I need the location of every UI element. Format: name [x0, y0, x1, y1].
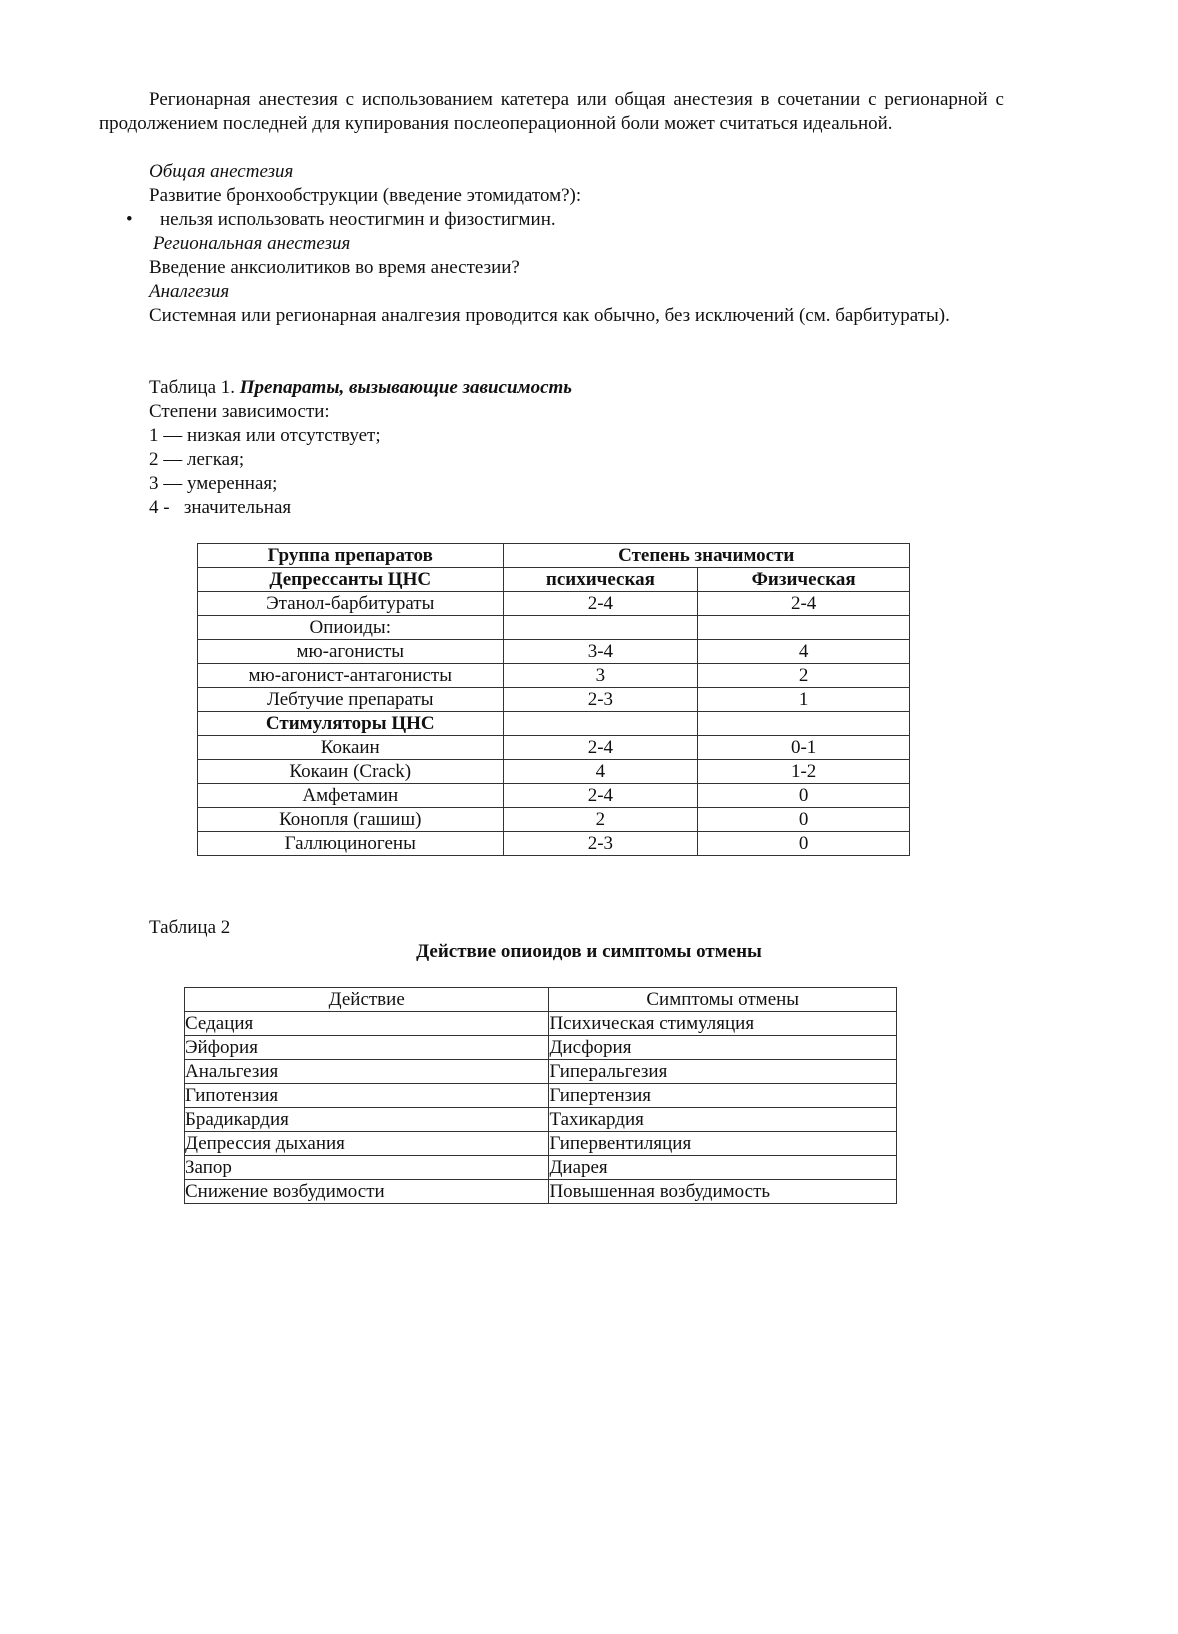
degrees-title: Степени зависимости: — [149, 401, 330, 422]
table-row — [185, 1108, 897, 1132]
bullet-dot-icon: • — [126, 209, 133, 230]
physical-cell: 1-2 — [698, 760, 910, 784]
withdrawal-cell: Психическая стимуляция — [549, 1012, 897, 1036]
table-row — [198, 760, 910, 784]
drug-name-cell: Кокаин (Crack) — [198, 760, 504, 784]
subheader-group: Депрессанты ЦНС — [198, 568, 504, 592]
subheader-psychic: психическая — [503, 568, 698, 592]
psychic-cell — [503, 712, 698, 736]
anxiolytics-line: Введение анксиолитиков во время анестезии? — [149, 257, 520, 278]
psychic-cell: 3-4 — [503, 640, 698, 664]
drug-name-cell: Конопля (гашиш) — [198, 808, 504, 832]
psychic-cell: 2 — [503, 808, 698, 832]
table-row — [198, 640, 910, 664]
drug-name-cell: Опиоиды: — [198, 616, 504, 640]
withdrawal-cell: Дисфория — [549, 1036, 897, 1060]
table1-caption-prefix: Таблица 1. — [149, 377, 240, 398]
table-row — [198, 688, 910, 712]
physical-cell — [698, 712, 910, 736]
table-row — [185, 1012, 897, 1036]
action-cell: Брадикардия — [185, 1108, 549, 1132]
physical-cell: 0-1 — [698, 736, 910, 760]
physical-cell: 2-4 — [698, 592, 910, 616]
degree-item: 2 — легкая; — [149, 449, 245, 470]
table-row — [198, 808, 910, 832]
table-row — [198, 592, 910, 616]
table-header-row — [198, 544, 910, 568]
table-row — [185, 1180, 897, 1204]
drug-name-cell: Этанол-барбитураты — [198, 592, 504, 616]
degree-item: 1 — низкая или отсутствует; — [149, 425, 381, 446]
action-cell: Депрессия дыхания — [185, 1132, 549, 1156]
drug-name-cell: Стимуляторы ЦНС — [198, 712, 504, 736]
opioid-effects-table — [184, 987, 897, 1204]
bronchospasm-line: Развитие бронхообструкции (введение этомидатом?): — [149, 185, 582, 206]
table1-caption — [149, 376, 572, 400]
table-row — [185, 1036, 897, 1060]
psychic-cell: 2-4 — [503, 784, 698, 808]
physical-cell: 0 — [698, 808, 910, 832]
psychic-cell: 3 — [503, 664, 698, 688]
psychic-cell — [503, 616, 698, 640]
action-cell: Запор — [185, 1156, 549, 1180]
psychic-cell: 2-4 — [503, 592, 698, 616]
header-group: Группа препаратов — [198, 544, 504, 568]
drug-name-cell: Амфетамин — [198, 784, 504, 808]
header-withdrawal: Симптомы отмены — [549, 988, 897, 1012]
withdrawal-cell: Гипервентиляция — [549, 1132, 897, 1156]
table2-title: Действие опиоидов и симптомы отмены — [416, 941, 762, 962]
physical-cell: 4 — [698, 640, 910, 664]
analgesia-paragraph: Системная или регионарная аналгезия проводится как обычно, без исключений (см. барбитураты). — [149, 305, 950, 326]
dependence-table — [197, 543, 910, 856]
degree-item: 3 — умеренная; — [149, 473, 278, 494]
action-cell: Гипотензия — [185, 1084, 549, 1108]
table-row — [185, 1084, 897, 1108]
header-action: Действие — [185, 988, 549, 1012]
action-cell: Седация — [185, 1012, 549, 1036]
heading-general-anesthesia: Общая анестезия — [149, 161, 294, 182]
physical-cell — [698, 616, 910, 640]
psychic-cell: 2-3 — [503, 688, 698, 712]
action-cell: Снижение возбудимости — [185, 1180, 549, 1204]
drug-name-cell: мю-агонисты — [198, 640, 504, 664]
table-row — [198, 784, 910, 808]
degree-item: 4 - значительная — [149, 497, 292, 518]
withdrawal-cell: Гиперальгезия — [549, 1060, 897, 1084]
withdrawal-cell: Диарея — [549, 1156, 897, 1180]
drug-name-cell: Галлюциногены — [198, 832, 504, 856]
table1-caption-title: Препараты, вызывающие зависимость — [239, 377, 572, 398]
psychic-cell: 2-3 — [503, 832, 698, 856]
drug-name-cell: мю-агонист-антагонисты — [198, 664, 504, 688]
table-row — [198, 736, 910, 760]
heading-regional-anesthesia: Региональная анестезия — [153, 233, 351, 254]
header-degree: Степень значимости — [503, 544, 909, 568]
table-row — [185, 1156, 897, 1180]
psychic-cell: 4 — [503, 760, 698, 784]
table-header-row — [185, 988, 897, 1012]
table-row — [185, 1060, 897, 1084]
physical-cell: 2 — [698, 664, 910, 688]
table-row — [198, 616, 910, 640]
withdrawal-cell: Тахикардия — [549, 1108, 897, 1132]
withdrawal-cell: Гипертензия — [549, 1084, 897, 1108]
action-cell: Эйфория — [185, 1036, 549, 1060]
physical-cell: 1 — [698, 688, 910, 712]
withdrawal-cell: Повышенная возбудимость — [549, 1180, 897, 1204]
intro-paragraph: Регионарная анестезия с использованием катетера или общая анестезия в сочетании с регионарной с продолжением последней для купирования послеоперационной боли может считаться идеальной. — [99, 89, 1004, 134]
physical-cell: 0 — [698, 784, 910, 808]
table-row — [198, 664, 910, 688]
bullet-item: нельзя использовать неостигмин и физостигмин. — [160, 209, 556, 230]
table-row — [185, 1132, 897, 1156]
drug-name-cell: Лебтучие препараты — [198, 688, 504, 712]
heading-analgesia: Аналгезия — [149, 281, 230, 302]
drug-name-cell: Кокаин — [198, 736, 504, 760]
table-subheader-row — [198, 568, 910, 592]
table2-label: Таблица 2 — [149, 917, 231, 938]
psychic-cell: 2-4 — [503, 736, 698, 760]
physical-cell: 0 — [698, 832, 910, 856]
subheader-physical: Физическая — [698, 568, 910, 592]
action-cell: Анальгезия — [185, 1060, 549, 1084]
table-row — [198, 712, 910, 736]
table-row — [198, 832, 910, 856]
